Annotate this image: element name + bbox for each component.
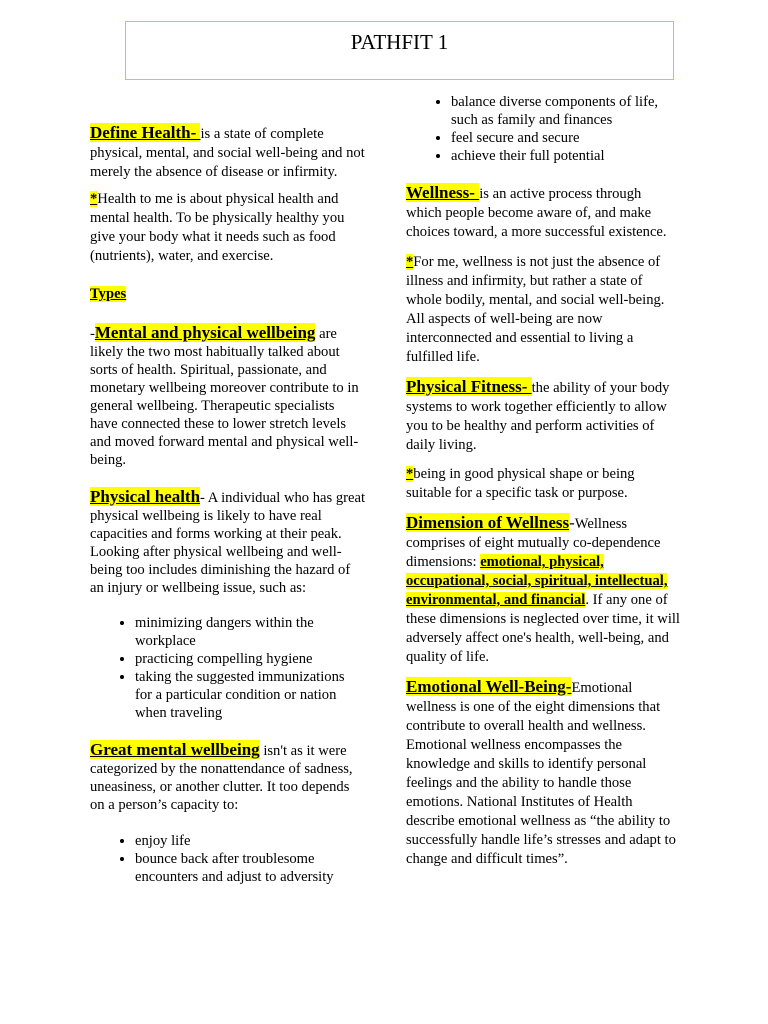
mental-physical-text: are likely the two most habitually talked about sorts of health. Spiritual, passionate, and monetary wellbeing moreover contribute to in general wellbeing. Therapeutic specialists have connected these to lower stretch levels and moved forward mental and physical well-being. [90, 326, 359, 468]
types-heading: Types [90, 286, 127, 302]
mental-physical-prefix: - [90, 326, 95, 342]
fitness-note-paragraph [406, 465, 680, 503]
physical-health-text: - A individual who has great physical wellbeing is likely to have real capacities and forms working at their peak. Looking after physical wellbeing and well-being too includes diminishing the hazard of an injury or wellbeing issue, such as: [90, 490, 366, 596]
dimension-paragraph [406, 513, 680, 667]
health-to-me-paragraph [90, 190, 365, 266]
wellness-to-me-text: For me, wellness is not just the absence of illness and infirmity, but rather a state of whole bodily, mental, and social well-being. All aspects of well-being are now interconnected and essential to living a fulfilled life. [406, 254, 665, 365]
right-column [406, 93, 680, 869]
list-item: • minimizing dangers within the workplace [135, 614, 365, 650]
mental-wellbeing-paragraph [90, 741, 365, 814]
wellness-heading: Wellness- [406, 183, 480, 202]
emotional-heading: Emotional Well-Being- [406, 677, 572, 696]
list-item: • taking the suggested immunizations for a particular condition or nation when traveling [135, 668, 365, 722]
physical-health-heading: Physical health [90, 487, 201, 506]
list-item: • enjoy life [135, 832, 365, 850]
physical-fitness-paragraph [406, 377, 680, 455]
list-item: • bounce back after troublesome encounters and adjust to adversity [135, 850, 365, 886]
define-health-paragraph [90, 123, 365, 182]
asterisk-marker: * [406, 466, 414, 482]
types-paragraph [90, 285, 365, 304]
dimension-heading: Dimension of Wellness [406, 513, 570, 532]
fitness-note-text: being in good physical shape or being suitable for a specific task or purpose. [406, 466, 635, 501]
list-item: • practicing compelling hygiene [135, 650, 365, 668]
wellness-paragraph [406, 183, 680, 242]
mental-wellbeing-list [90, 832, 365, 886]
dimension-text-end: . If any one of these dimensions is neglected over time, it will adversely affect one's health, well-being, and quality of life. [406, 592, 680, 665]
mental-wellbeing-text: isn't as it were categorized by the nonattendance of sadness, uneasiness, or another clutter. It too depends on a person’s capacity to: [90, 743, 353, 813]
physical-health-paragraph [90, 488, 365, 597]
emotional-paragraph [406, 677, 680, 869]
list-item: • feel secure and secure [451, 129, 680, 147]
physical-health-list [90, 614, 365, 722]
mental-physical-heading: Mental and physical wellbeing [94, 323, 316, 342]
health-to-me-text: Health to me is about physical health and mental health. To be physically healthy you give your body what it needs such as food (nutrients), water, and exercise. [90, 191, 345, 264]
define-health-heading: Define Health- [90, 123, 201, 142]
asterisk-marker: * [406, 254, 414, 270]
emotional-text: Emotional wellness is one of the eight dimensions that contribute to overall health and wellness. Emotional wellness encompasses the knowledge and skills to identify personal feelings and the ability to handle those emotions. National Institutes of Health describe emotional wellness as “the ability to successfully handle life’s stresses and adapt to change and difficult times”. [406, 680, 676, 867]
mental-physical-paragraph [90, 324, 365, 469]
physical-fitness-text: the ability of your body systems to work together efficiently to allow you to be healthy and perform activities of daily living. [406, 380, 670, 453]
wellness-to-me-paragraph [406, 253, 680, 367]
title-box [125, 21, 674, 80]
page-title: PATHFIT 1 [350, 30, 449, 54]
mental-wellbeing-heading: Great mental wellbeing [90, 740, 260, 759]
define-health-text: is a state of complete physical, mental, and social well-being and not merely the absence of disease or infirmity. [90, 126, 365, 180]
wellness-text: is an active process through which people become aware of, and make choices toward, a more successful existence. [406, 186, 667, 240]
list-item: • achieve their full potential [451, 147, 680, 165]
top-list [406, 93, 680, 165]
dimension-text: Wellness comprises of eight mutually co-dependence dimensions: [406, 516, 661, 570]
physical-fitness-heading: Physical Fitness- [406, 377, 532, 396]
asterisk-marker: * [90, 191, 98, 207]
list-item: • balance diverse components of life, such as family and finances [451, 93, 680, 129]
dimension-highlight: emotional, physical, occupational, social, spiritual, intellectual, environmental, and financial [406, 554, 668, 608]
dimension-dash: - [569, 513, 575, 532]
left-column [90, 123, 365, 886]
